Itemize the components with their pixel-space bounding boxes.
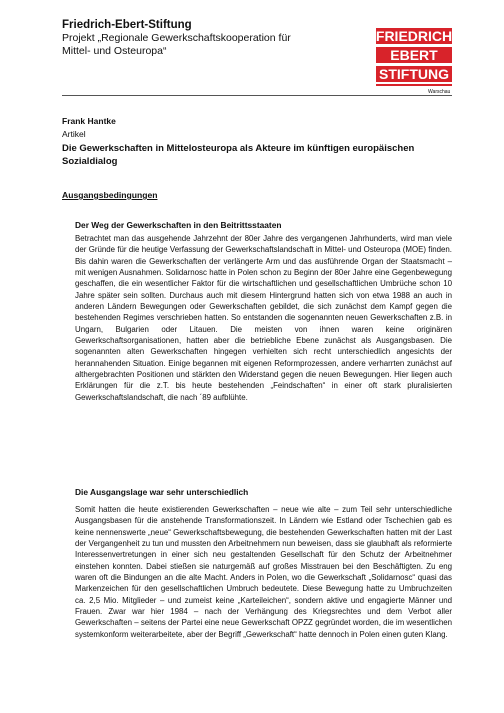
section-heading: Ausgangsbedingungen — [62, 190, 158, 200]
logo-line-3: STIFTUNG — [379, 66, 449, 82]
header — [62, 18, 362, 58]
paragraph-1: Betrachtet man das ausgehende Jahrzehnt der 80er Jahre des vergangenen Jahrhunderts, wird man viele der Gründe für die heutige Verfassung der Gewerkschaftslandschaft in Mittel- und Osteuropa (MOE) finden. Bis dahin waren die Gewerkschaften der verlängerte Arm und das ausführende Organ der Staatsmacht – mit wenigen Ausnahmen. Solidarnosc hatte in Polen schon zu Beginn der 80er Jahre eine Gegenbewegung geschaffen, die ein wesentlicher Faktor für die wirtschaftlichen und gesellschaftlichen Umbrüche schon 10 Jahre später sein sollten. Durchaus auch mit diesem Hintergrund hatten sich von etwa 1988 an auch in anderen Ländern Bewegungen oder Gewerkschaften gebildet, die sich zunächst dem Kampf gegen die bestehenden Regimes verschrieben hatten. So entstanden die sogenannten neuen Gewerkschaften z.B. in Ungarn, Bulgarien oder Litauen. Die meisten von ihnen waren keine originären Gewerkschaftsorganisationen, hatten aber die betriebliche Ebene zunächst als Ausgangsbasen. Die sogenannten alten Gewerkschaften hingegen verhielten sich recht unterschiedlich angesichts der herannahenden Situation. Einige begannen mit eigenen Reformprozessen, andere verharrten zunächst auf althergebrachten Positionen und stärkten den Widerstand gegen die neuen Bewegungen. Hier liegen auch Erklärungen für die z.T. bis heute bestehenden „Feindschaften“ in einer oft stark pluralisierten Gewerkschaftslandschaft, die nach ´89 aufblühte. — [75, 234, 452, 402]
paragraph-2: Somit hatten die heute existierenden Gewerkschaften – neue wie alte – zum Teil sehr unterschiedliche Ausgangsbasen für die anstehende Transformationszeit. In Ländern wie Estland oder Tschechien gab es keine nennenswerte „neue“ Gewerkschaftsbewegung, die bestehenden Gewerkschaften hatten mit der Last der Vergangenheit zu tun und mussten den Arbeitnehmern nun beweisen, dass sie glaubhaft als reformierte Interessenvertretungen in einer sich neu gestaltenden Gesellschaft für den Schutz der Arbeitnehmer einstehen konnten. Dabei stießen sie naturgemäß auf großes Misstrauen bei den Beschäftigten. Zu eng waren oft die Bindungen an die alte Macht. Anders in Polen, wo die Gewerkschaft „Solidarnosc“ quasi das Markenzeichen für den gesellschaftlichen Umbruch bedeutete. Diese Bewegung hatte zu Umbruchzeiten ca. 2,5 Mio. Mitglieder – und zumeist keine „Karteileichen“, sondern aktive und engagierte Männer und Frauen. Zwar war hier 1984 – nach der Verhängung des Kriegsrechtes und dem Verbot aller Gewerkschaften – seitens der Partei eine neue Gewerkschaft OPZZ gegründet worden, die im wesentlichen systemkonform weiterarbeitete, aber der Begriff „Gewerkschaft“ hatte dennoch in Polen einen guten Klang. — [75, 505, 452, 639]
subheading-1: Der Weg der Gewerkschaften in den Beitrittsstaaten — [75, 220, 282, 230]
logo-line-2: EBERT — [390, 47, 438, 63]
project-line-2: Mittel- und Osteuropa“ — [62, 45, 167, 57]
fes-logo-graphic — [376, 28, 452, 88]
fes-logo — [376, 28, 452, 88]
subheading-2: Die Ausgangslage war sehr unterschiedlich — [75, 487, 249, 497]
header-divider — [62, 95, 452, 96]
article-title: Die Gewerkschaften in Mittelosteuropa als Akteure im künftigen europäischen Sozialdialog — [62, 143, 415, 167]
logo-city: Warschau — [428, 89, 451, 95]
project-line-1: Projekt „Regionale Gewerkschaftskooperation für — [62, 32, 291, 44]
article-type: Artikel — [62, 129, 86, 139]
organization-name: Friedrich-Ebert-Stiftung — [62, 19, 192, 31]
logo-line-1: FRIEDRICH — [376, 28, 452, 44]
author: Frank Hantke — [62, 116, 116, 126]
